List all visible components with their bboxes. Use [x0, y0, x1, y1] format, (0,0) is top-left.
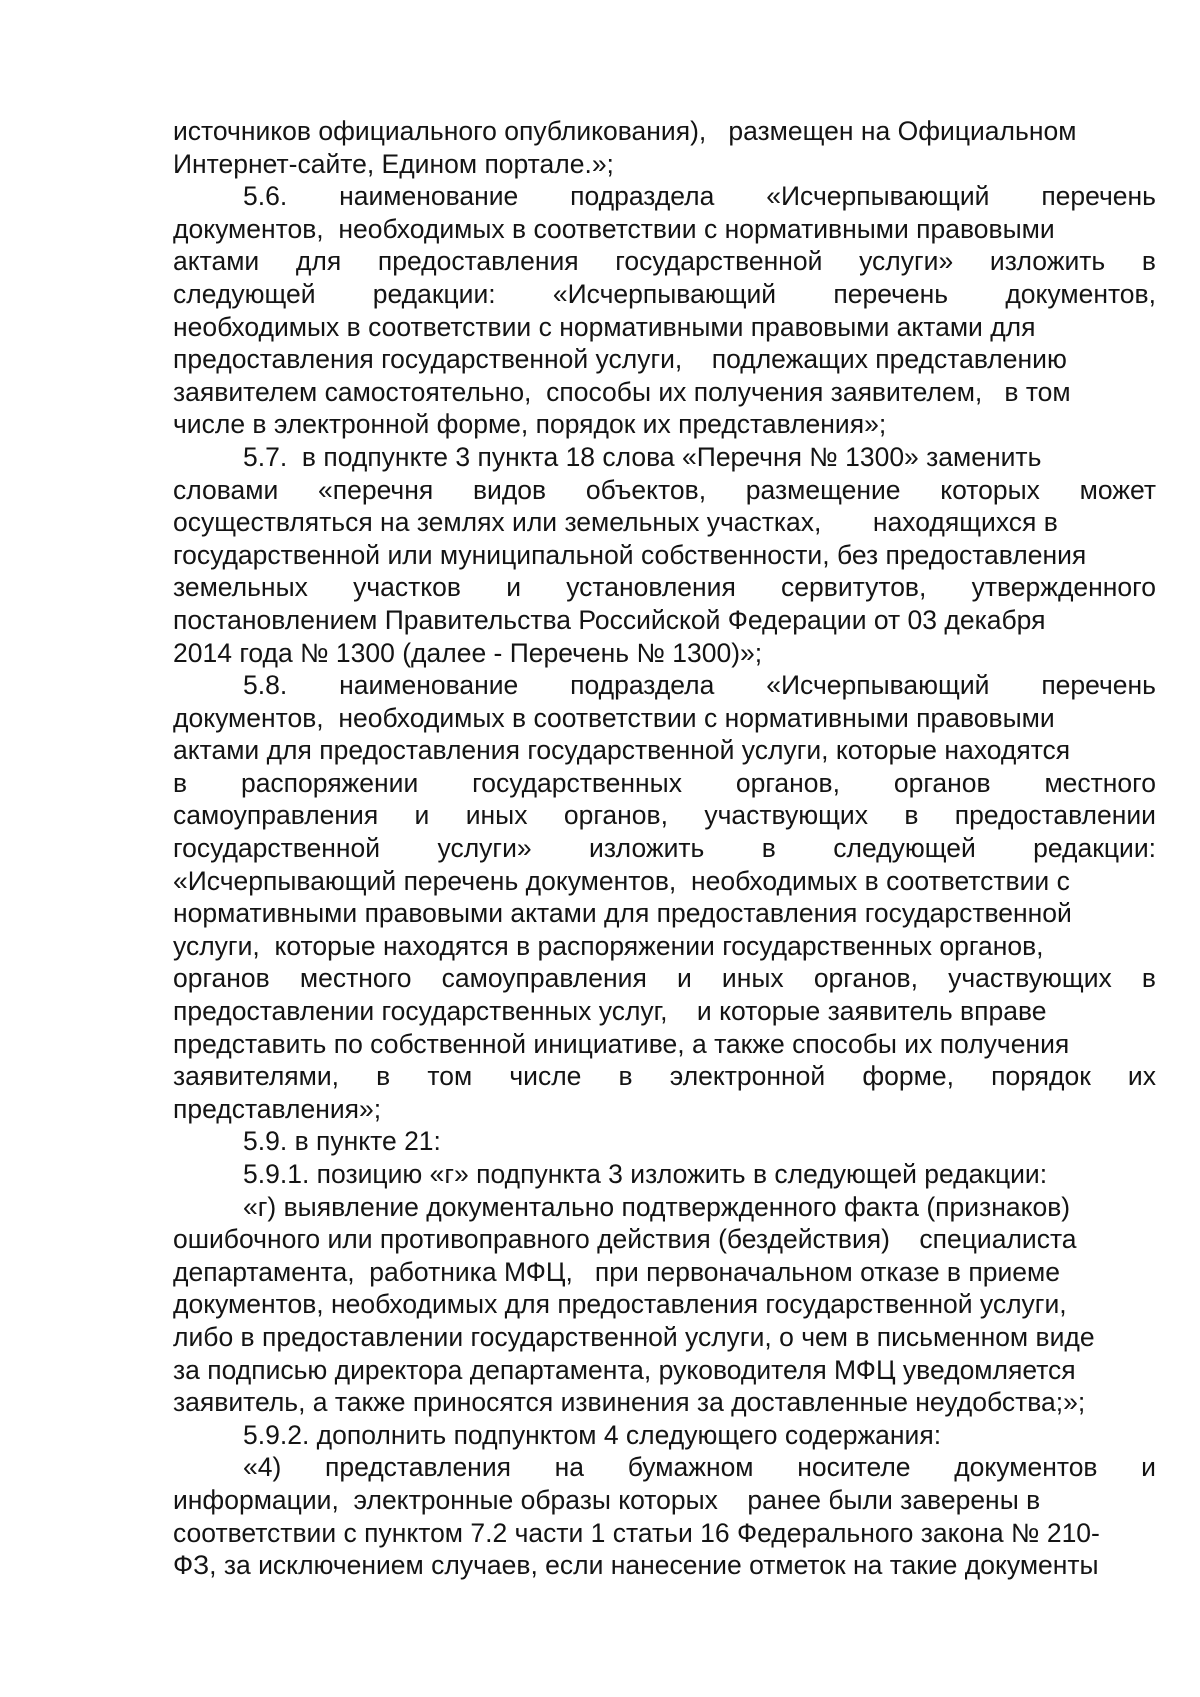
text-line: соответствии с пунктом 7.2 части 1 статьи 16 Федерального закона № 210- — [173, 1517, 1100, 1548]
text-line: ошибочного или противоправного действия (бездействия) специалиста — [173, 1224, 1077, 1255]
text-line: нормативными правовыми актами для предоставления государственной — [173, 898, 1072, 929]
text-line: государственной услуги» изложить в следующей редакции: — [173, 833, 1156, 864]
text-line: 5.6. наименование подраздела «Исчерпывающий перечень — [243, 181, 1156, 212]
text-line: земельных участков и установления сервитутов, утвержденного — [173, 572, 1156, 603]
text-line: «Исчерпывающий перечень документов, необходимых в соответствии с — [173, 865, 1070, 896]
text-line: заявителями, в том числе в электронной форме, порядок их — [173, 1061, 1156, 1092]
text-line: документов, необходимых в соответствии с нормативными правовыми — [173, 213, 1055, 244]
text-line: информации, электронные образы которых ранее были заверены в — [173, 1484, 1041, 1515]
text-line: «4) представления на бумажном носителе документов и — [243, 1452, 1156, 1483]
document-page — [173, 115, 1156, 1582]
text-line: 5.9.1. позицию «г» подпункта 3 изложить в следующей редакции: — [243, 1159, 1048, 1189]
text-line: источников официального опубликования), размещен на Официальном — [173, 116, 1077, 146]
text-line: постановлением Правительства Российской Федерации от 03 декабря — [173, 604, 1046, 635]
text-line: следующей редакции: «Исчерпывающий перечень документов, — [173, 278, 1156, 309]
text-line: документов, необходимых в соответствии с нормативными правовыми — [173, 702, 1055, 733]
text-line: предоставления государственной услуги, подлежащих представлению — [173, 344, 1067, 375]
text-line: «г) выявление документально подтвержденного факта (признаков) — [243, 1191, 1071, 1222]
text-line: 5.8. наименование подраздела «Исчерпывающий перечень — [243, 670, 1156, 701]
text-line: 5.7. в подпункте 3 пункта 18 слова «Перечня № 1300» заменить — [243, 441, 1042, 472]
text-line: органов местного самоуправления и иных органов, участвующих в — [173, 963, 1156, 994]
text-line: 2014 года № 1300 (далее - Перечень № 1300)»; — [173, 637, 763, 668]
text-line: актами для предоставления государственной услуги» изложить в — [173, 246, 1156, 277]
text-line: в распоряжении государственных органов, органов местного — [173, 767, 1156, 798]
text-line: ФЗ, за исключением случаев, если нанесение отметок на такие документы — [173, 1550, 1099, 1581]
text-line: 5.9.2. дополнить подпунктом 4 следующего содержания: — [243, 1419, 942, 1450]
text-line: за подписью директора департамента, руководителя МФЦ уведомляется — [173, 1354, 1076, 1385]
text-line: представления»; — [173, 1093, 382, 1124]
text-line: либо в предоставлении государственной услуги, о чем в письменном виде — [173, 1321, 1095, 1352]
text-line: заявитель, а также приносятся извинения за доставленные неудобства;»; — [173, 1387, 1086, 1418]
text-line: услуги, которые находятся в распоряжении государственных органов, — [173, 930, 1044, 961]
text-line: самоуправления и иных органов, участвующих в предоставлении — [173, 800, 1156, 831]
text-line: заявителем самостоятельно, способы их получения заявителем, в том — [173, 376, 1071, 407]
text-line: департамента, работника МФЦ, при первоначальном отказе в приеме — [173, 1256, 1060, 1287]
text-line: числе в электронной форме, порядок их представления»; — [173, 409, 887, 440]
text-line: Интернет-сайте, Едином портале.»; — [173, 148, 614, 179]
text-line: 5.9. в пункте 21: — [243, 1126, 441, 1157]
text-line: необходимых в соответствии с нормативными правовыми актами для — [173, 311, 1036, 342]
text-line: осуществляться на землях или земельных участках, находящихся в — [173, 507, 1058, 538]
text-line: документов, необходимых для предоставления государственной услуги, — [173, 1289, 1067, 1320]
text-line: словами «перечня видов объектов, размещение которых может — [173, 474, 1156, 505]
text-line: предоставлении государственных услуг, и которые заявитель вправе — [173, 996, 1047, 1027]
text-line: представить по собственной инициативе, а также способы их получения — [173, 1028, 1070, 1059]
text-line: государственной или муниципальной собственности, без предоставления — [173, 539, 1087, 570]
text-line: актами для предоставления государственной услуги, которые находятся — [173, 735, 1071, 766]
